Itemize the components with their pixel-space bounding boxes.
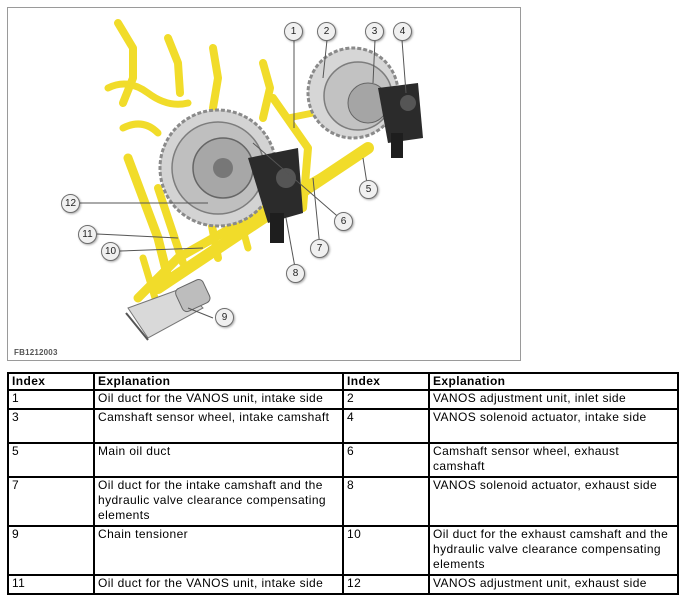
legend-table — [7, 372, 679, 595]
index-cell: 11 — [8, 575, 94, 594]
legend-header-row — [8, 373, 678, 390]
index-cell: 5 — [8, 443, 94, 477]
table-row — [8, 409, 678, 443]
index-cell: 8 — [343, 477, 429, 526]
explanation-cell: Oil duct for the exhaust camshaft and the hydraulic valve clearance compensating elements — [429, 526, 678, 575]
header-index: Index — [343, 373, 429, 390]
callout-8: 8 — [286, 264, 305, 283]
index-cell: 2 — [343, 390, 429, 409]
explanation-cell: VANOS adjustment unit, inlet side — [429, 390, 678, 409]
explanation-cell: VANOS solenoid actuator, intake side — [429, 409, 678, 443]
callout-10: 10 — [101, 242, 120, 261]
explanation-cell: Camshaft sensor wheel, intake camshaft — [94, 409, 343, 443]
explanation-cell: Oil duct for the VANOS unit, intake side — [94, 390, 343, 409]
callout-9: 9 — [215, 308, 234, 327]
index-cell: 1 — [8, 390, 94, 409]
explanation-cell: Camshaft sensor wheel, exhaust camshaft — [429, 443, 678, 477]
table-row — [8, 477, 678, 526]
figure-code: FB1212003 — [14, 348, 58, 357]
index-cell: 6 — [343, 443, 429, 477]
vanos-oil-circuit-drawing — [8, 8, 520, 360]
explanation-cell: Oil duct for the VANOS unit, intake side — [94, 575, 343, 594]
callout-3: 3 — [365, 22, 384, 41]
index-cell: 12 — [343, 575, 429, 594]
callout-4: 4 — [393, 22, 412, 41]
table-row — [8, 526, 678, 575]
header-index: Index — [8, 373, 94, 390]
header-explanation: Explanation — [94, 373, 343, 390]
explanation-cell: Chain tensioner — [94, 526, 343, 575]
index-cell: 7 — [8, 477, 94, 526]
index-cell: 3 — [8, 409, 94, 443]
table-row — [8, 443, 678, 477]
explanation-cell: VANOS adjustment unit, exhaust side — [429, 575, 678, 594]
vanos-unit-intake-drawing — [308, 48, 423, 158]
explanation-cell: VANOS solenoid actuator, exhaust side — [429, 477, 678, 526]
table-row — [8, 390, 678, 409]
callout-5: 5 — [359, 180, 378, 199]
callout-12: 12 — [61, 194, 80, 213]
index-cell: 10 — [343, 526, 429, 575]
vanos-unit-exhaust-drawing — [160, 110, 303, 243]
header-explanation: Explanation — [429, 373, 678, 390]
explanation-cell: Oil duct for the intake camshaft and the hydraulic valve clearance compensating elements — [94, 477, 343, 526]
callout-7: 7 — [310, 239, 329, 258]
callout-1: 1 — [284, 22, 303, 41]
callout-6: 6 — [334, 212, 353, 231]
index-cell: 9 — [8, 526, 94, 575]
callout-11: 11 — [78, 225, 97, 244]
index-cell: 4 — [343, 409, 429, 443]
vanos-illustration — [7, 7, 521, 361]
explanation-cell: Main oil duct — [94, 443, 343, 477]
callout-2: 2 — [317, 22, 336, 41]
table-row — [8, 575, 678, 594]
